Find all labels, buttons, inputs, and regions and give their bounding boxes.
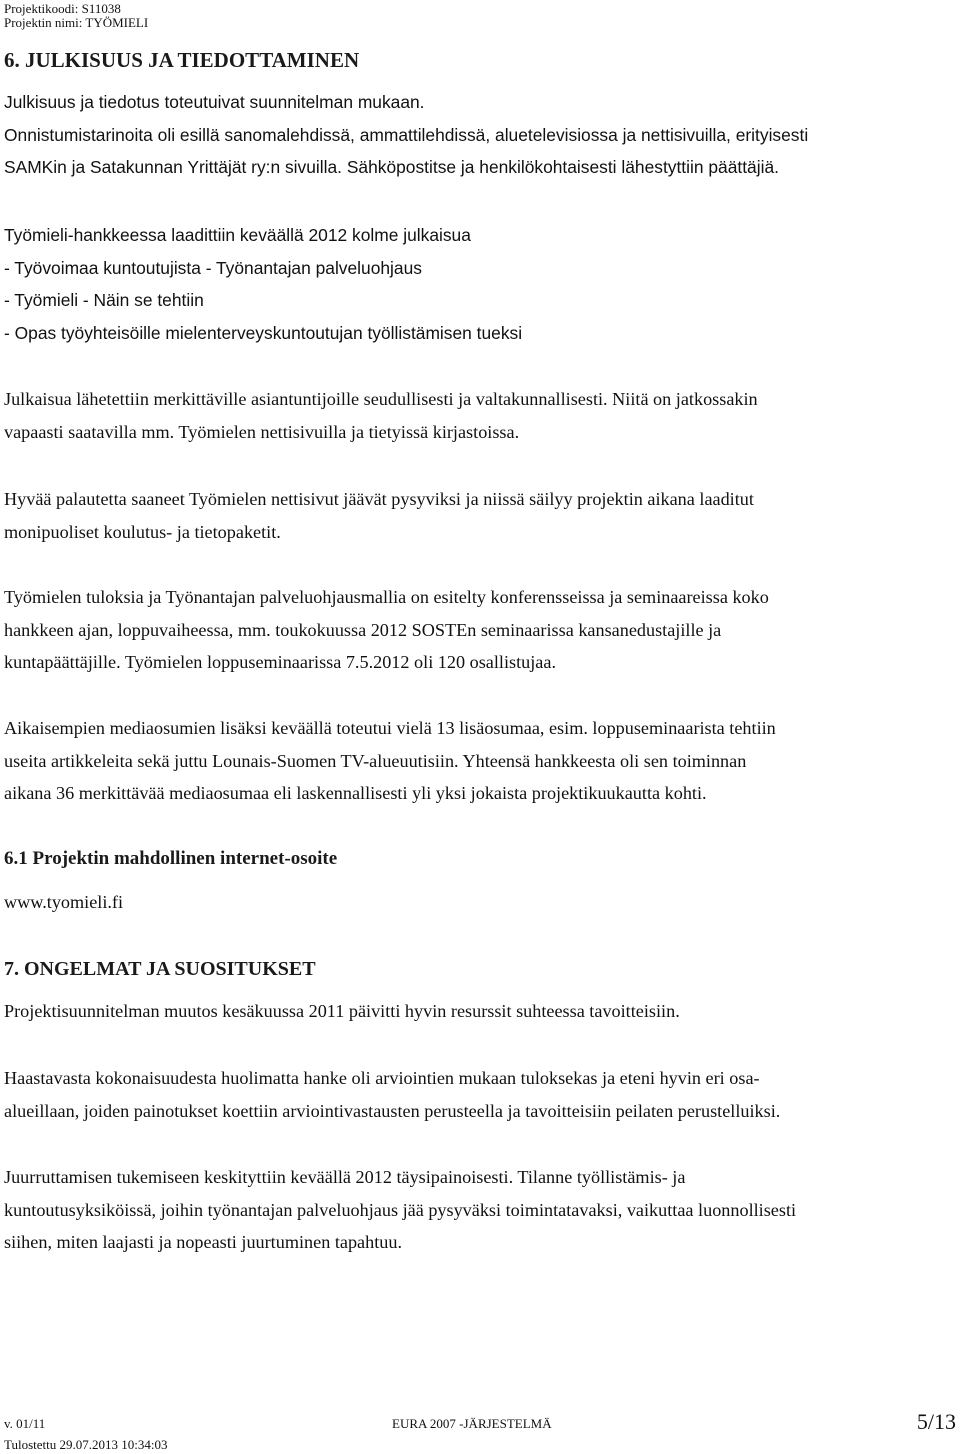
paragraph-line: Projektisuunnitelman muutos kesäkuussa 2011 päivitti hyvin resurssit suhteessa tavoitteisiin. bbox=[4, 1001, 680, 1021]
paragraph-line: kuntoutusyksiköissä, joihin työnantajan palveluohjaus jää pysyväksi toimintatavaksi, vaikuttaa luonnollisesti bbox=[4, 1199, 797, 1220]
paragraph-line: useita artikkeleita sekä juttu Lounais-Suomen TV-alueuutisiin. Yhteensä hankkeesta oli sen toiminnan bbox=[4, 750, 747, 771]
intro-line: Onnistumistarinoita oli esillä sanomalehdissä, ammattilehdissä, aluetelevisiossa ja nettisivuilla, erityisesti bbox=[4, 124, 809, 145]
paragraph-line: Haastavasta kokonaisuudesta huolimatta hanke oli arviointien mukaan tuloksekas ja eteni hyvin eri osa- bbox=[4, 1068, 760, 1088]
section-6-intro bbox=[4, 86, 949, 184]
project-code: Projektikoodi: S11038 bbox=[4, 1, 121, 16]
project-name: Projektin nimi: TYÖMIELI bbox=[4, 15, 149, 30]
paragraph-rooting bbox=[4, 1161, 949, 1259]
paragraph-line: alueillaan, joiden painotukset koettiin arviointivastausten perusteella ja tavoitteisiin peilaten perustelluiksi. bbox=[4, 1100, 781, 1121]
footer-version: v. 01/11 bbox=[4, 1416, 46, 1431]
footer-system: EURA 2007 -JÄRJESTELMÄ bbox=[392, 1416, 552, 1431]
paragraph-plan-change bbox=[4, 995, 949, 1028]
paragraph-line: vapaasti saatavilla mm. Työmielen nettisivuilla ja tietyissä kirjastoissa. bbox=[4, 421, 520, 442]
paragraph-website bbox=[4, 483, 949, 548]
paragraph-line: Aikaisempien mediaosumien lisäksi keväällä toteutui vielä 13 lisäosumaa, esim. loppuseminaarista tehtiin bbox=[4, 718, 776, 738]
paragraph-evaluation bbox=[4, 1062, 949, 1127]
paragraph-line: Työmielen tuloksia ja Työnantajan palveluohjausmallia on esitelty konferensseissa ja seminaareissa koko bbox=[4, 587, 769, 607]
website-url-block bbox=[4, 886, 949, 919]
paragraph-results bbox=[4, 581, 949, 679]
section-7-title: 7. ONGELMAT JA SUOSITUKSET bbox=[4, 958, 316, 980]
paragraph-line: Hyvää palautetta saaneet Työmielen nettisivut jäävät pysyviksi ja niissä säilyy projektin aikana laaditut bbox=[4, 489, 754, 509]
paragraph-line: siihen, miten laajasti ja nopeasti juurtuminen tapahtuu. bbox=[4, 1232, 403, 1252]
website-url: www.tyomieli.fi bbox=[4, 892, 124, 912]
paragraph-line: aikana 36 merkittävää mediaosumaa eli laskennallisesti yli yksi jokaista projektikuukautta kohti. bbox=[4, 783, 707, 803]
publications-list bbox=[4, 219, 949, 349]
page-number: 5/13 bbox=[916, 1409, 956, 1434]
paragraph-distribution bbox=[4, 383, 949, 448]
publications-line: Työmieli-hankkeessa laadittiin keväällä 2012 kolme julkaisua bbox=[4, 225, 471, 245]
intro-line: Julkisuus ja tiedotus toteutuivat suunnitelman mukaan. bbox=[4, 92, 425, 112]
paragraph-line: Julkaisua lähetettiin merkittäville asiantuntijoille seudullisesti ja valtakunnallisesti. Niitä on jatkossakin bbox=[4, 389, 758, 409]
paragraph-line: kuntapäättäjille. Työmielen loppuseminaarissa 7.5.2012 oli 120 osallistujaa. bbox=[4, 652, 556, 672]
publications-line: - Opas työyhteisöille mielenterveyskuntoutujan työllistämisen tueksi bbox=[4, 322, 523, 343]
publications-line: - Työmieli - Näin se tehtiin bbox=[4, 290, 204, 310]
footer-printed: Tulostettu 29.07.2013 10:34:03 bbox=[4, 1437, 168, 1452]
section-6-1-title: 6.1 Projektin mahdollinen internet-osoite bbox=[4, 848, 338, 869]
publications-line: - Työvoimaa kuntoutujista - Työnantajan palveluohjaus bbox=[4, 257, 422, 278]
intro-line: SAMKin ja Satakunnan Yrittäjät ry:n sivuilla. Sähköpostitse ja henkilökohtaisesti lähestyttiin päättäjiä. bbox=[4, 157, 779, 177]
paragraph-line: hankkeen ajan, loppuvaiheessa, mm. toukokuussa 2012 SOSTEn seminaarissa kansanedustajille ja bbox=[4, 619, 722, 640]
paragraph-media bbox=[4, 712, 949, 810]
section-6-title: 6. JULKISUUS JA TIEDOTTAMINEN bbox=[4, 48, 360, 72]
paragraph-line: monipuoliset koulutus- ja tietopaketit. bbox=[4, 521, 281, 542]
paragraph-line: Juurruttamisen tukemiseen keskityttiin keväällä 2012 täysipainoisesti. Tilanne työllistämis- ja bbox=[4, 1167, 686, 1187]
